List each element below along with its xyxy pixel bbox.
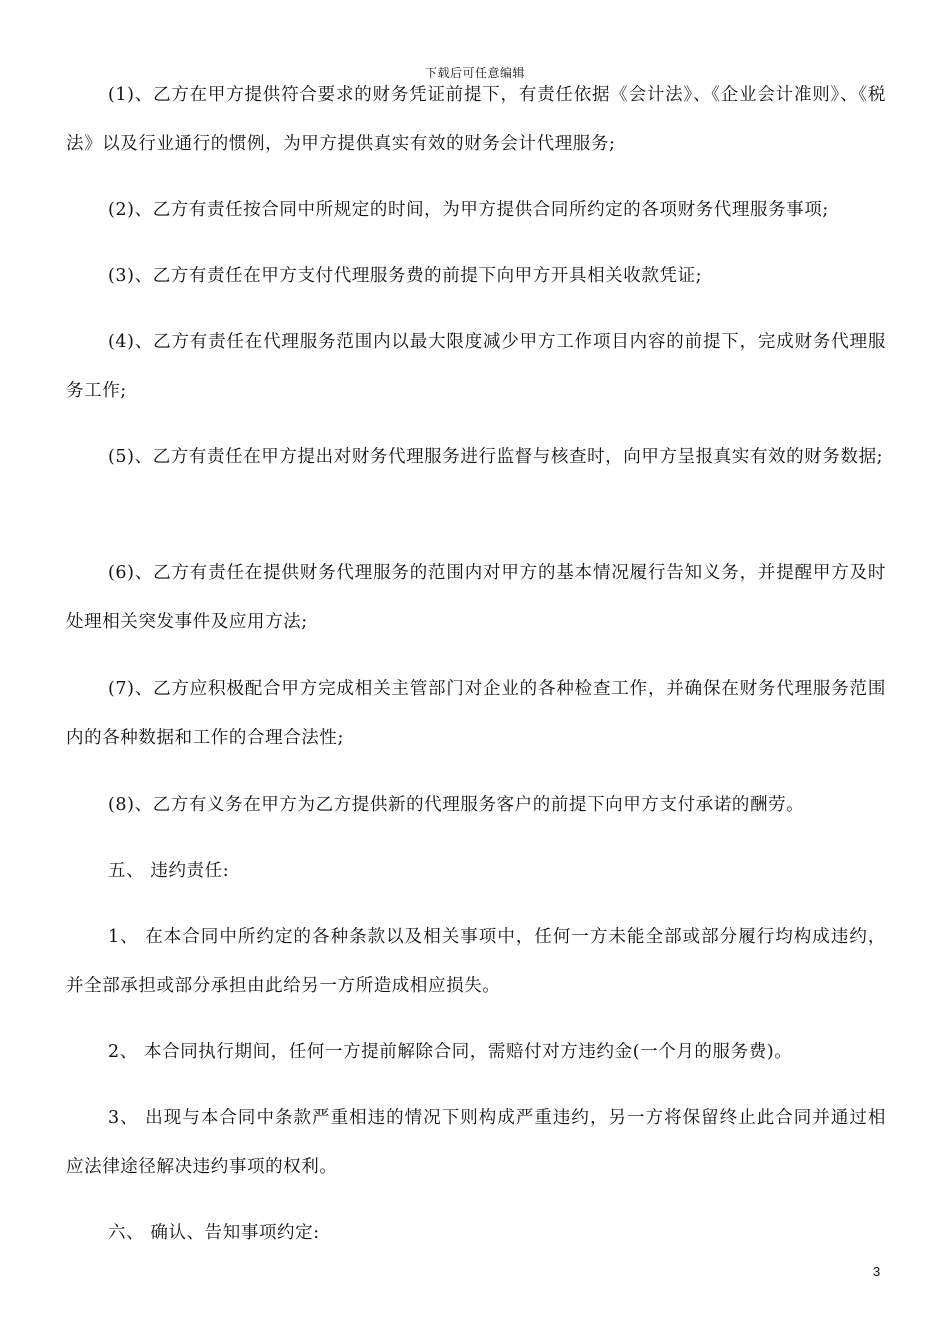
- page-number: 3: [873, 1264, 881, 1279]
- breach-item-2: 2、 本合同执行期间，任何一方提前解除合同，需赔付对方违约金(一个月的服务费)。: [108, 1042, 793, 1062]
- clause-4-item-7: (7)、乙方应积极配合甲方完成相关主管部门对企业的各种检查工作，并确保在财务代理服务范围内的各种数据和工作的合理合法性;: [66, 679, 886, 748]
- clause-4-item-2: (2)、乙方有责任按合同中所规定的时间，为甲方提供合同所约定的各项财务代理服务事项;: [108, 200, 829, 220]
- clause-4-item-4: (4)、乙方有责任在代理服务范围内以最大限度减少甲方工作项目内容的前提下，完成财务代理服务工作;: [66, 332, 886, 401]
- clause-4-item-8: (8)、乙方有义务在甲方为乙方提供新的代理服务客户的前提下向甲方支付承诺的酬劳。: [108, 795, 805, 815]
- section-heading-breach-liability: 五、 违约责任:: [108, 861, 230, 881]
- clause-4-item-6: (6)、乙方有责任在提供财务代理服务的范围内对甲方的基本情况履行告知义务，并提醒甲方及时处理相关突发事件及应用方法;: [66, 563, 886, 632]
- breach-item-3: 3、 出现与本合同中条款严重相违的情况下则构成严重违约，另一方将保留终止此合同并通过相应法律途径解决违约事项的权利。: [66, 1108, 886, 1177]
- clause-4-item-1: (1)、乙方在甲方提供符合要求的财务凭证前提下，有责任依据《会计法》、《企业会计准则》、《税法》以及行业通行的惯例，为甲方提供真实有效的财务会计代理服务;: [66, 85, 886, 154]
- section-heading-confirmation: 六、 确认、告知事项约定:: [108, 1223, 320, 1243]
- header-note: 下载后可任意编辑: [424, 66, 525, 80]
- clause-4-item-5: (5)、乙方有责任在甲方提出对财务代理服务进行监督与核查时，向甲方呈报真实有效的财务数据;: [108, 447, 884, 467]
- breach-item-1: 1、 在本合同中所约定的各种条款以及相关事项中，任何一方未能全部或部分履行均构成违约，并全部承担或部分承担由此给另一方所造成相应损失。: [66, 927, 886, 996]
- clause-4-item-3: (3)、乙方有责任在甲方支付代理服务费的前提下向甲方开具相关收款凭证;: [108, 266, 703, 286]
